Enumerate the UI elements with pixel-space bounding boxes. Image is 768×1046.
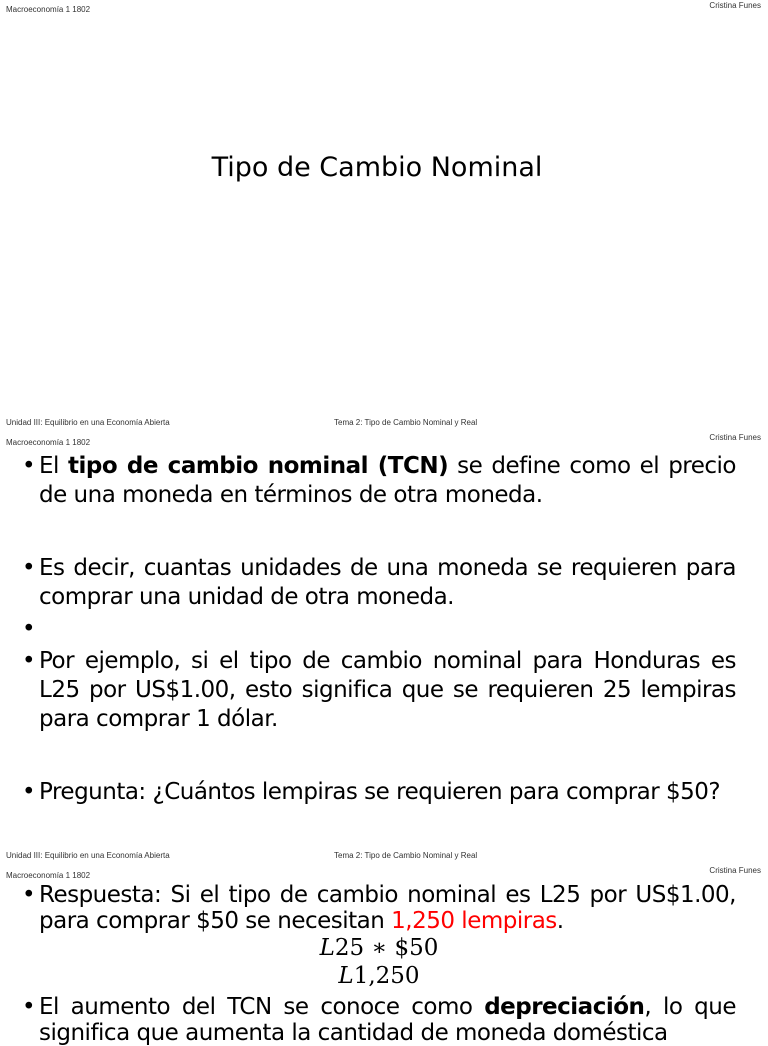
bullet-explanation: • Es decir, cuantas unidades de una moneda se requieren para comprar una unidad de otra moneda.	[22, 554, 736, 612]
bullet-definition: • El tipo de cambio nominal (TCN) se define como el precio de una moneda en términos de otra moneda.	[22, 452, 736, 510]
header-author: Cristina Funes	[709, 433, 761, 442]
slide-2	[0, 432, 768, 864]
bullet-answer: • Respuesta: Si el tipo de cambio nominal es L25 por US$1.00, para comprar $50 se necesitan 1,250 lempiras.	[22, 882, 736, 934]
slide-3	[0, 864, 768, 1046]
formula-multiplication: L25 ∗ $50	[319, 935, 439, 961]
bullet-question: • Pregunta: ¿Cuántos lempiras se requieren para comprar $50?	[22, 778, 736, 807]
footer-unit: Unidad III: Equilibrio en una Economía Abierta	[6, 851, 170, 860]
bullet-depreciation: • El aumento del TCN se conoce como depreciación, lo que significa que aumenta la cantidad de moneda doméstica	[22, 994, 736, 1046]
slide-title: Tipo de Cambio Nominal	[211, 152, 543, 183]
slide-1	[0, 0, 768, 432]
bullet-list	[22, 452, 736, 807]
footer-topic: Tema 2: Tipo de Cambio Nominal y Real	[334, 851, 478, 860]
bullet-list	[22, 882, 736, 934]
header-author: Cristina Funes	[709, 1, 761, 10]
bullet-empty	[22, 615, 736, 644]
header-course: Macroeconomía 1 1802	[6, 871, 91, 880]
header-author: Cristina Funes	[709, 866, 761, 875]
bullet-example: • Por ejemplo, si el tipo de cambio nominal para Honduras es L25 por US$1.00, esto significa que se requieren 25 lempiras para comprar 1 dólar.	[22, 647, 736, 734]
header-course: Macroeconomía 1 1802	[6, 5, 91, 14]
answer-highlight: 1,250 lempiras	[391, 908, 557, 934]
header-course: Macroeconomía 1 1802	[6, 438, 91, 447]
footer-topic: Tema 2: Tipo de Cambio Nominal y Real	[334, 418, 478, 427]
footer-unit: Unidad III: Equilibrio en una Economía Abierta	[6, 418, 170, 427]
term-depreciacion: depreciación	[484, 994, 645, 1020]
bullet-list-2	[22, 994, 736, 1046]
formula-result: L1,250	[338, 963, 420, 989]
term-tcn: tipo de cambio nominal (TCN)	[67, 453, 449, 479]
